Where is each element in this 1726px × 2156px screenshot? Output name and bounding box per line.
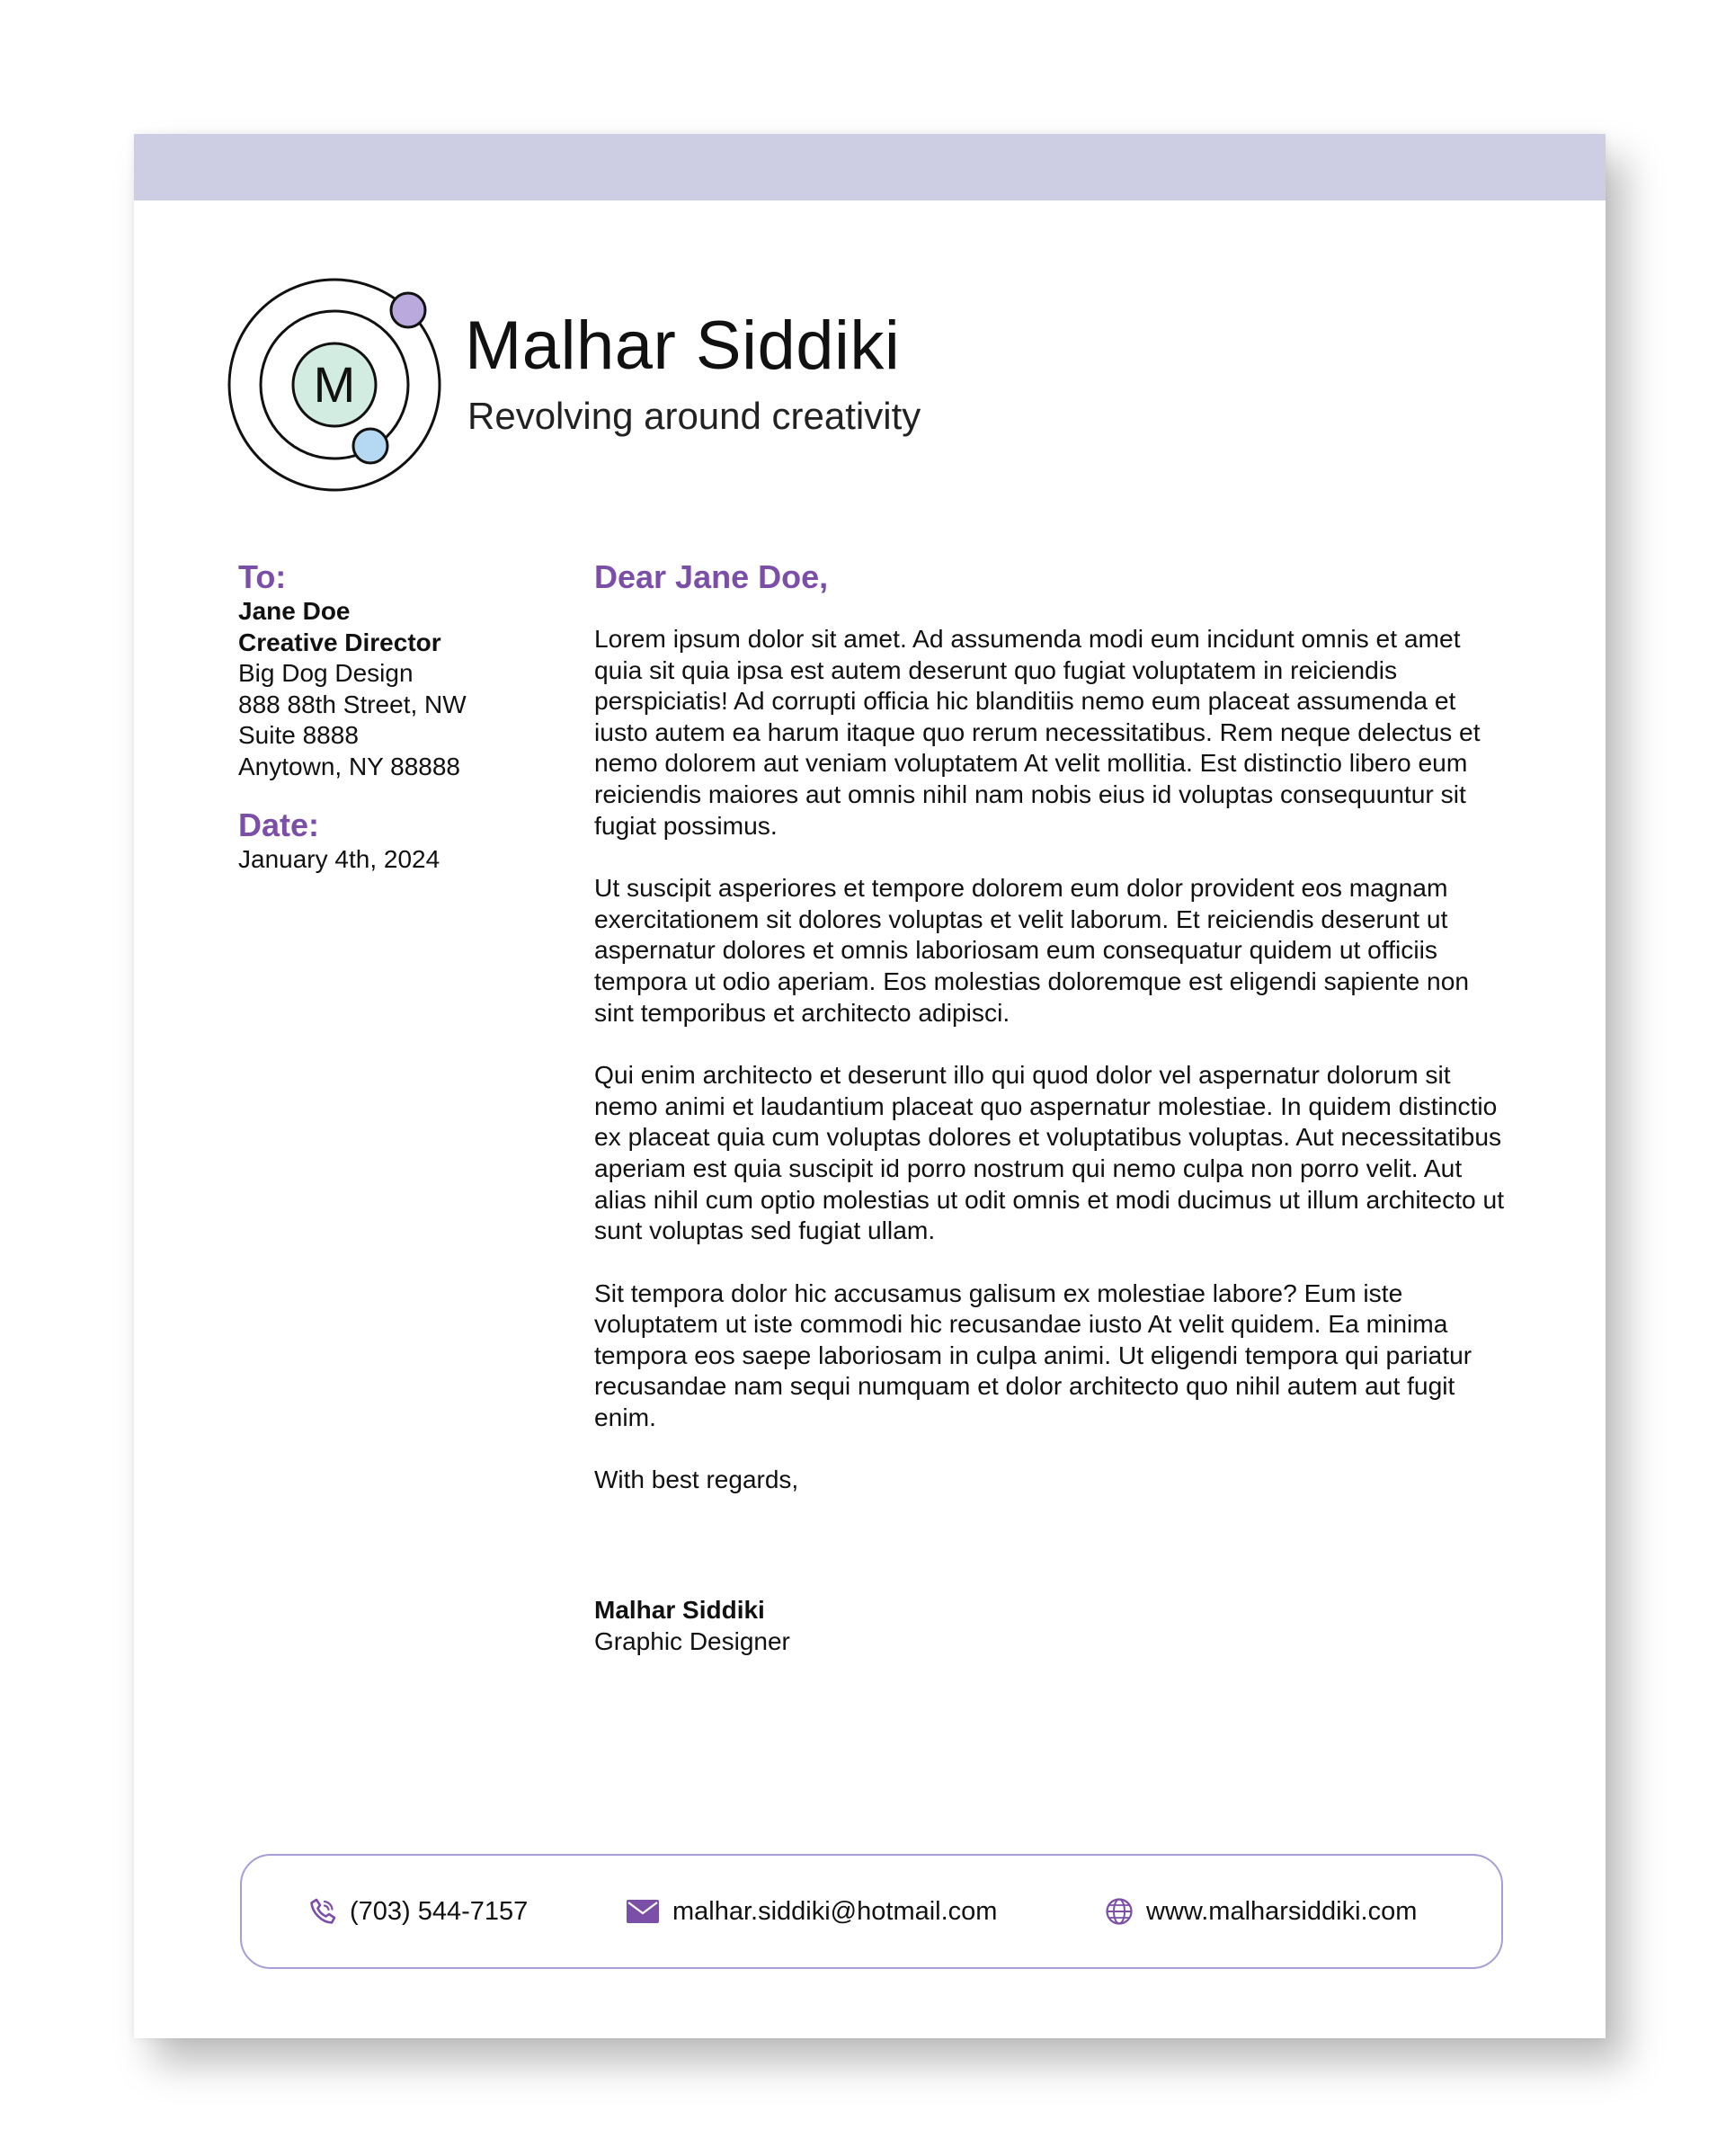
letter-paragraph: Ut suscipit asperiores et tempore dolorem eum dolor provident eos magnam exercitationem sit dolores voluptas et velit laborum. Et reiciendis deserunt ut aspernatur dolores et omnis laboriosam eum consequatur quidem ut officiis tempora ut odio aperiam. Eos molestias doloremque est eligendi sapiente non sint temporibus et architecto adipisci.	[594, 873, 1470, 1027]
recipient-address-line: 888 88th Street, NW	[238, 690, 467, 718]
closing: With best regards,	[594, 1465, 799, 1493]
footer-website[interactable]	[1105, 1856, 1417, 1967]
recipient-title: Creative Director	[238, 628, 441, 656]
top-color-band	[134, 134, 1606, 200]
phone-text: (703) 544-7157	[350, 1896, 529, 1926]
phone-icon	[308, 1897, 337, 1926]
signature-name: Malhar Siddiki	[594, 1596, 765, 1625]
letter-body	[594, 558, 1511, 1657]
contact-footer	[240, 1854, 1503, 1969]
salutation: Dear Jane Doe,	[594, 558, 829, 595]
letter-paragraph: Lorem ipsum dolor sit amet. Ad assumenda modi eum incidunt omnis et amet quia sit quia ipsa est autem deserunt quo fugiat voluptatem in reiciendis perspiciatis! Ad corrupti officia hic blanditiis nemo eum placeat assumenda et iusto autem ea harum itaque quo rerum necessitatibus. Rem neque delectus et nemo dolorem aut veniam voluptatem At velit mollitia. Est distinctio libero eum reiciendis maiores aut omnis nihil nam nobis eius id voluptas consequuntur sit fugiat possimus.	[594, 624, 1481, 840]
recipient-address-line: Suite 8888	[238, 721, 359, 749]
signature-title: Graphic Designer	[594, 1626, 790, 1655]
recipient-company: Big Dog Design	[238, 659, 414, 687]
to-label: To:	[238, 558, 287, 595]
logo-letter: M	[313, 356, 356, 413]
letter-paragraph: Qui enim architecto et deserunt illo qui quod dolor vel aspernatur dolorum sit nemo animi et laudantium placeat quo aspernatur molestiae. In quidem distinctio ex placeat quia cum voluptas dolores et voluptatibus voluptas. Aut necessitatibus aperiam est quia suscipit id porro nostrum qui nemo culpa non porro velit. Aut alias nihil cum optio molestias ut odit omnis et modi ducimus ut illum architecto ut sunt voluptas sed fugiat ullam.	[594, 1060, 1505, 1245]
date-label: Date:	[238, 806, 320, 843]
header-name: Malhar Siddiki	[465, 307, 901, 384]
date-value: January 4th, 2024	[238, 845, 440, 873]
sidebar-recipient	[238, 558, 562, 876]
recipient-address-line: Anytown, NY 88888	[238, 752, 460, 780]
header-tagline: Revolving around creativity	[467, 395, 921, 437]
recipient-name: Jane Doe	[238, 597, 351, 625]
footer-email[interactable]	[626, 1856, 997, 1967]
letter-paragraph: Sit tempora dolor hic accusamus galisum ex molestiae labore? Eum iste voluptatem ut iste commodi hic recusandae iusto At velit quidem. Ea minima tempora eos saepe laboriosam in culpa animi. Ut eligendi tempora qui pariatur recusandae nam sequi numquam et dolor architecto quo nihil autem aut fugit enim.	[594, 1278, 1472, 1432]
globe-icon	[1105, 1897, 1134, 1926]
mail-icon	[626, 1899, 660, 1924]
email-text: malhar.siddiki@hotmail.com	[672, 1896, 998, 1926]
footer-phone[interactable]	[308, 1856, 528, 1967]
website-text: www.malharsiddiki.com	[1146, 1896, 1418, 1926]
letterhead-page	[134, 134, 1606, 2038]
signature-block	[594, 1595, 1511, 1657]
orbit-logo-icon	[227, 277, 442, 493]
